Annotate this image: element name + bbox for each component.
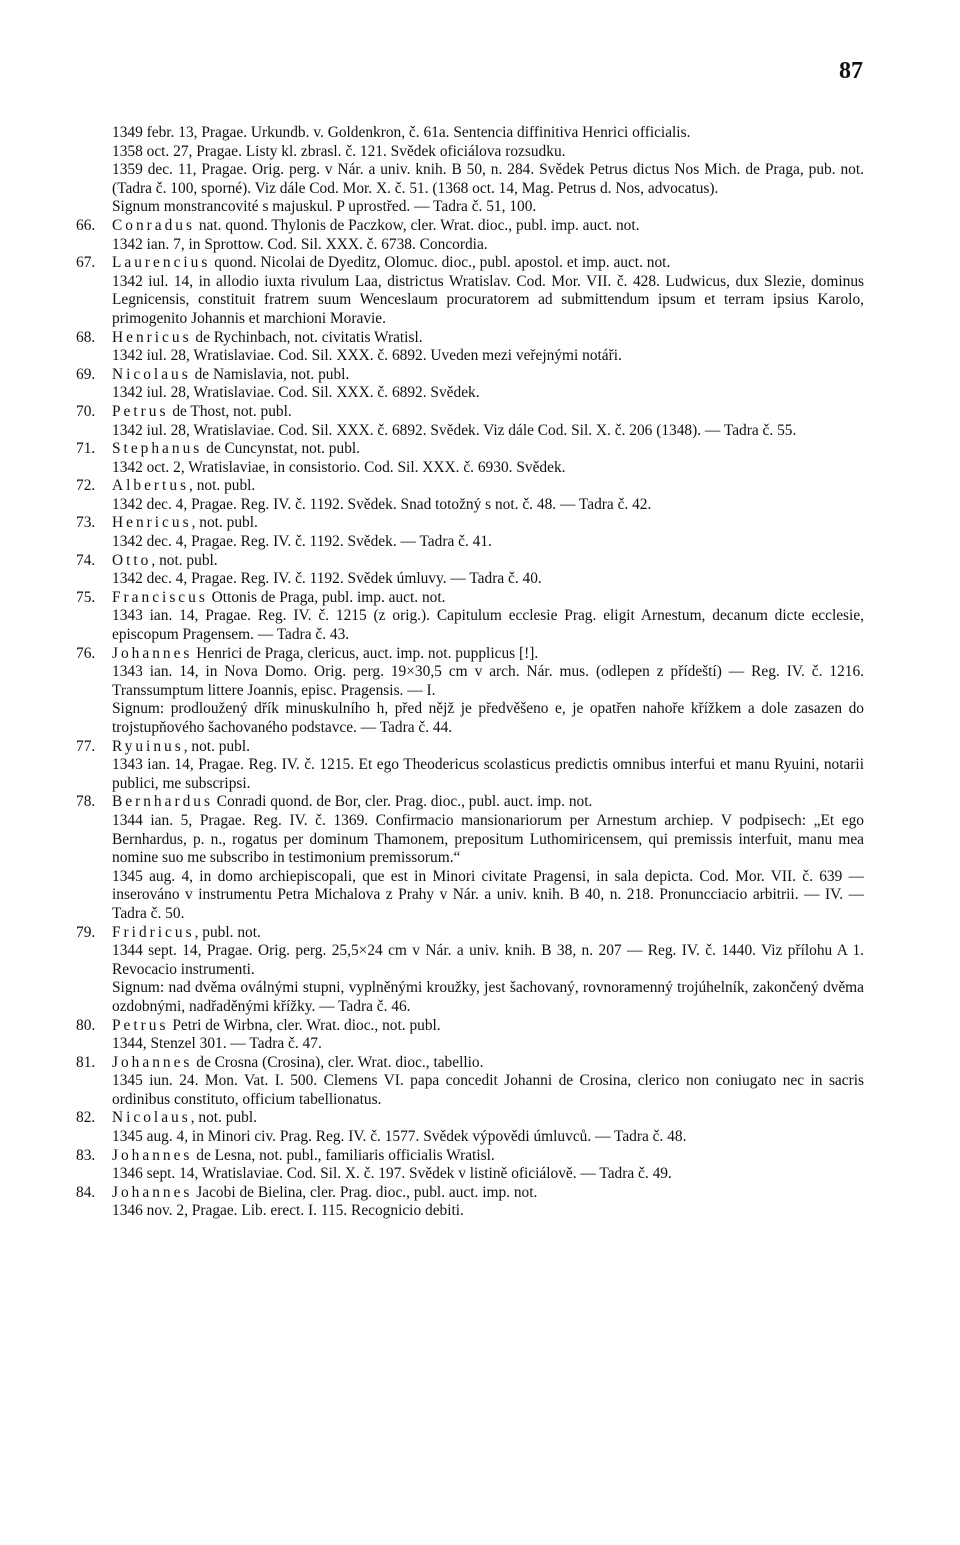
entry-number: 73.	[76, 514, 96, 532]
entry-heading	[76, 440, 864, 459]
record-line: Signum: prodloužený dřík minuskulního h, před nějž je předvěšeno e, je opatřen nahoře křížkem a dole zasazen do trojstupňového šachovaného podstavce. — Tadra č. 44.	[112, 700, 864, 736]
record-line: 1342 iul. 14, in allodio iuxta rivulum Laa, districtus Wratislav. Cod. Mor. VII. č. 428. Ludwicus, dux Slezie, dominus Legnicensis, constituit fratrem suum Wenceslaum procuratorem ad submittendum ipsum et terram ipsius Karolo, primogenito Johannis et marchioni Moravie.	[112, 272, 864, 327]
entry	[76, 588, 864, 645]
entry-heading	[76, 1053, 864, 1073]
notary-name: Nicolaus	[112, 365, 191, 383]
notary-name: Johannes	[112, 644, 193, 662]
record-line: 1343 ian. 14, Pragae. Reg. IV. č. 1215 (z orig.). Capitulum ecclesie Prag. eligit Arnestum, decanum dicte ecclesie, episcopum Pragensem. — Tadra č. 43.	[112, 607, 864, 644]
entry-number: 66.	[76, 216, 96, 234]
entry-number: 78.	[76, 793, 96, 811]
record-line: 1358 oct. 27, Pragae. Listy kl. zbrasl. č. 121. Svědek oficiálova rozsudku.	[112, 142, 566, 160]
record-line: 1342 iul. 28, Wratislaviae. Cod. Sil. XXX. č. 6892. Uveden mezi veřejnými notáři.	[112, 347, 622, 365]
entry	[76, 1146, 864, 1184]
notary-name: Johannes	[112, 1183, 193, 1201]
entry	[76, 644, 864, 738]
notary-description: , not. publ.	[151, 551, 218, 569]
entry-number: 76.	[76, 644, 96, 662]
notary-description: Henrici de Praga, clericus, auct. imp. not. pupplicus [!].	[192, 644, 539, 662]
entry	[76, 216, 864, 254]
notary-name: Albertus	[112, 477, 190, 495]
record-line: 1343 ian. 14, Pragae. Reg. IV. č. 1215. Et ego Theodericus scolasticus predictis omnibus interfui et manu Ryuini, notarii publici, me subscripsi.	[112, 756, 864, 792]
notary-description: , not. publ.	[190, 1109, 257, 1127]
entry-number: 67.	[76, 254, 96, 272]
entry-number: 83.	[76, 1146, 96, 1164]
entry-heading	[76, 254, 864, 273]
notary-description: Jacobi de Bielina, cler. Prag. dioc., publ. auct. imp. not.	[192, 1183, 538, 1201]
notary-name: Fridricus	[112, 923, 195, 941]
record-line: 1342 oct. 2, Wratislaviae, in consistorio. Cod. Sil. XXX. č. 6930. Svědek.	[112, 458, 566, 476]
record-line: Signum: nad dvěma oválnými stupni, vyplněnými kroužky, jest šachovaný, rovnoramenný trojúhelník, zakončený dvěma ozdobnými, nadřaděnými křížky. — Tadra č. 46.	[112, 979, 864, 1015]
entry-heading	[76, 1109, 864, 1128]
entry-number: 82.	[76, 1109, 96, 1127]
record-line: 1345 iun. 24. Mon. Vat. I. 500. Clemens VI. papa concedit Johanni de Crosina, clerico non coniugato nec in sacris ordinibus constituto, officium tabellionatus.	[112, 1072, 864, 1108]
record-line: 1344, Stenzel 301. — Tadra č. 47.	[112, 1035, 322, 1053]
entry	[76, 923, 864, 1017]
entries-list	[76, 124, 864, 1221]
notary-name: Petrus	[112, 402, 169, 420]
notary-description: Petri de Wirbna, cler. Wrat. dioc., not. publ.	[168, 1016, 441, 1034]
notary-description: de Rychinbach, not. civitatis Wratisl.	[191, 328, 423, 346]
entry-heading	[76, 216, 864, 236]
entry	[76, 1016, 864, 1054]
entry-number: 74.	[76, 551, 96, 569]
entry	[76, 254, 864, 328]
entry-heading	[76, 737, 864, 757]
notary-description: de Crosna (Crosina), cler. Wrat. dioc., tabellio.	[192, 1053, 484, 1071]
entry-number: 80.	[76, 1016, 96, 1034]
notary-description: nat. quond. Thylonis de Paczkow, cler. Wrat. dioc., publ. imp. auct. not.	[195, 216, 640, 234]
entry-heading	[76, 588, 864, 608]
notary-description: , not. publ.	[189, 477, 256, 495]
notary-name: Ryuinus	[112, 737, 184, 755]
entry-heading	[76, 328, 864, 348]
entry	[76, 1183, 864, 1221]
notary-description: de Cuncynstat, not. publ.	[202, 440, 361, 458]
notary-name: Johannes	[112, 1146, 193, 1164]
entry-heading	[76, 1183, 864, 1203]
entry	[76, 477, 864, 514]
entry	[76, 737, 864, 794]
record-line: 1342 ian. 7, in Sprottow. Cod. Sil. XXX. č. 6738. Concordia.	[112, 235, 488, 253]
entry-number: 72.	[76, 477, 96, 495]
entry-number: 68.	[76, 328, 96, 346]
notary-name: Franciscus	[112, 588, 208, 606]
record-line: 1342 iul. 28, Wratislaviae. Cod. Sil. XXX. č. 6892. Svědek. Viz dále Cod. Sil. X. č. 206 (1348). — Tadra č. 55.	[112, 421, 797, 439]
entry-heading	[76, 923, 864, 943]
entry	[76, 551, 864, 589]
notary-name: Conradus	[112, 216, 195, 234]
record-line: 1343 ian. 14, in Nova Domo. Orig. perg. 19×30,5 cm v arch. Nár. mus. (odlepen z přídeští) — Reg. IV. č. 1216. Transsumptum littere Joannis, episc. Pragensis. — I.	[112, 663, 864, 699]
notary-description: , not. publ.	[191, 514, 258, 532]
entry-heading	[76, 1146, 864, 1166]
entry-number: 70.	[76, 402, 96, 420]
entry	[76, 328, 864, 366]
notary-description: , publ. not.	[194, 923, 261, 941]
entry-number: 71.	[76, 440, 96, 458]
record-line: 1342 dec. 4, Pragae. Reg. IV. č. 1192. Svědek. Snad totožný s not. č. 48. — Tadra č. 42.	[112, 495, 652, 513]
entry-number: 84.	[76, 1183, 96, 1201]
notary-name: Henricus	[112, 514, 192, 532]
entry-heading	[76, 551, 864, 571]
notary-name: Nicolaus	[112, 1109, 191, 1127]
notary-name: Stephanus	[112, 440, 203, 458]
notary-name: Petrus	[112, 1016, 169, 1034]
notary-name: Otto	[112, 551, 152, 569]
notary-description: Conradi quond. de Bor, cler. Prag. dioc., publ. auct. imp. not.	[212, 793, 593, 811]
entry	[76, 1109, 864, 1146]
record-line: 1345 aug. 4, in domo archiepiscopali, que est in Minori civitate Pragensi, in sala depicta. Cod. Mor. VII. č. 639 — inserováno v instrumentu Petra Michalova z Prahy v Nár. a univ. knih. B 40, n. 218. Pronuncciacio arbitrii. — IV. — Tadra č. 50.	[112, 867, 864, 922]
record-line: 1342 dec. 4, Pragae. Reg. IV. č. 1192. Svědek úmluvy. — Tadra č. 40.	[112, 570, 542, 588]
record-line: 1342 iul. 28, Wratislaviae. Cod. Sil. XXX. č. 6892. Svědek.	[112, 384, 480, 402]
notary-description: de Namislavia, not. publ.	[190, 365, 350, 383]
entry	[112, 124, 864, 217]
notary-name: Johannes	[112, 1053, 193, 1071]
entry-heading	[76, 793, 864, 812]
record-line: 1346 sept. 14, Wratislaviae. Cod. Sil. X. č. 197. Svědek v listině oficiálově. — Tadra č. 49.	[112, 1165, 672, 1183]
entry-heading	[76, 477, 864, 496]
record-line: 1345 aug. 4, in Minori civ. Prag. Reg. IV. č. 1577. Svědek výpovědi úmluvců. — Tadra č. 48.	[112, 1128, 687, 1146]
record-line: 1359 dec. 11, Pragae. Orig. perg. v Nár. a univ. knih. B 50, n. 284. Svědek Petrus dictus Nos Mich. de Praga, pub. not. (Tadra č. 100, sporné). Viz dále Cod. Mor. X. č. 51. (1368 oct. 14, Mag. Petrus d. Nos, advocatus).	[112, 161, 864, 197]
record-line: Signum monstrancovité s majuskul. P uprostřed. — Tadra č. 51, 100.	[112, 198, 537, 216]
entry	[76, 793, 864, 923]
notary-description: de Lesna, not. publ., familiaris officialis Wratisl.	[192, 1146, 495, 1164]
record-line: 1344 sept. 14, Pragae. Orig. perg. 25,5×24 cm v Nár. a univ. knih. B 38, n. 207 — Reg. IV. č. 1440. Viz přílohu A 1. Revocacio instrumenti.	[112, 942, 864, 978]
entry	[76, 1053, 864, 1110]
entry-heading	[76, 644, 864, 664]
notary-name: Bernhardus	[112, 793, 213, 811]
notary-name: Laurencius	[112, 254, 211, 272]
entry-heading	[76, 402, 864, 422]
entry	[76, 440, 864, 477]
notary-description: quond. Nicolai de Dyeditz, Olomuc. dioc., publ. apostol. et imp. auct. not.	[210, 254, 671, 272]
entry-heading	[76, 1016, 864, 1036]
entry	[76, 514, 864, 551]
notary-description: , not. publ.	[183, 737, 250, 755]
entry-number: 79.	[76, 923, 96, 941]
entry-number: 81.	[76, 1053, 96, 1071]
notary-description: de Thost, not. publ.	[168, 402, 292, 420]
entry-number: 75.	[76, 588, 96, 606]
entry-heading	[76, 514, 864, 533]
page-number: 87	[839, 58, 863, 84]
record-line: 1342 dec. 4, Pragae. Reg. IV. č. 1192. Svědek. — Tadra č. 41.	[112, 533, 492, 551]
notary-description: Ottonis de Praga, publ. imp. auct. not.	[207, 588, 446, 606]
record-line: 1344 ian. 5, Pragae. Reg. IV. č. 1369. Confirmacio mansionariorum per Arnestum archiep. V podpisech: „Et ego Bernhardus, p. n., rogatus per dominum Thamonem, prepositum Luthomiricensem, qui premissis interfuit, manu mea nomine suo me subscribo in testimonium premissorum.“	[112, 811, 864, 867]
record-line: 1349 febr. 13, Pragae. Urkundb. v. Goldenkron, č. 61a. Sentencia diffinitiva Henrici officialis.	[112, 124, 691, 141]
entry-heading	[76, 365, 864, 385]
entry-number: 77.	[76, 737, 96, 755]
notary-name: Henricus	[112, 328, 192, 346]
entry	[76, 365, 864, 403]
record-line: 1346 nov. 2, Pragae. Lib. erect. I. 115. Recognicio debiti.	[112, 1202, 464, 1220]
entry	[76, 402, 864, 440]
entry-number: 69.	[76, 365, 96, 383]
